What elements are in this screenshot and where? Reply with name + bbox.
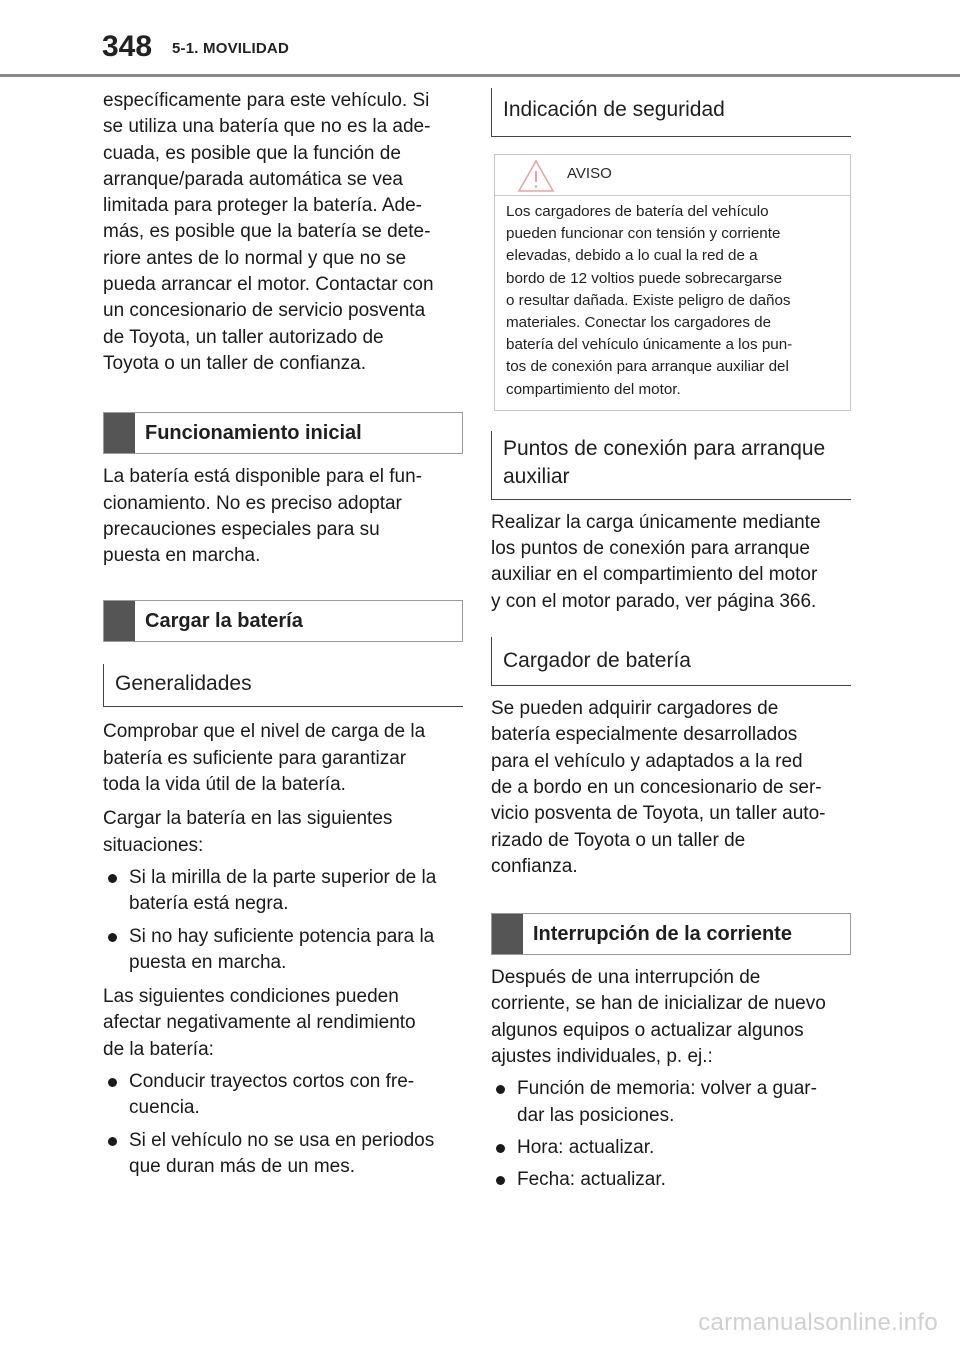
conditions-list <box>103 1069 463 1180</box>
list-item: Si el vehículo no se usa en periodos que duran más de un mes. <box>103 1128 463 1181</box>
text-line: Los cargadores de batería del vehículo <box>506 203 769 220</box>
text-line: riore antes de lo normal y que no se <box>103 247 407 269</box>
text-line: rizado de Toyota o un taller de <box>491 829 746 851</box>
list-item: Hora: actualizar. <box>491 1135 851 1161</box>
text-line: Realizar la carga únicamente mediante <box>491 511 821 533</box>
text-line: batería del vehículo únicamente a los pun- <box>506 336 793 354</box>
text-line: cionamiento. No es preciso adoptar <box>103 492 402 514</box>
right-column <box>491 88 851 1193</box>
text-line: bordo de 12 voltios puede sobrecargarse <box>506 269 783 287</box>
subheading-jump-start-points: Puntos de conexión para arranque auxiliar <box>491 431 851 500</box>
list-item: Función de memoria: volver a guar- dar las posiciones. <box>491 1076 851 1129</box>
text-line: más, es posible que la batería se dete- <box>103 221 431 243</box>
left-column <box>103 88 463 1180</box>
warning-label: AVISO <box>567 165 612 182</box>
interruption-paragraph <box>491 965 851 1070</box>
interruption-list <box>491 1076 851 1193</box>
text-line: algunos equipos o actualizar algunos <box>491 1019 804 1041</box>
text-line: cuada, es posible que la función de <box>103 142 401 164</box>
text-line: de a bordo en un concesionario de ser- <box>491 776 822 798</box>
text-line: elevadas, debido a lo cual la red de a <box>506 247 758 265</box>
text-line: batería es suficiente para garantizar <box>103 747 407 769</box>
text-line: precauciones especiales para su <box>103 518 380 540</box>
charge-level-paragraph <box>103 719 463 798</box>
charge-situations-paragraph <box>103 806 463 859</box>
text-line: específicamente para este vehículo. Si <box>103 90 430 111</box>
text-line: Se pueden adquirir cargadores de <box>491 698 779 720</box>
list-item: Fecha: actualizar. <box>491 1167 851 1193</box>
section-tab <box>492 914 523 954</box>
text-line: Comprobar que el nivel de carga de la <box>103 721 426 743</box>
text-line: pueden funcionar con tensión y corriente <box>506 225 781 243</box>
text-line: Las siguientes condiciones pueden <box>103 986 399 1008</box>
text-line: un concesionario de servicio posventa <box>103 300 426 322</box>
bullet-icon <box>108 874 117 883</box>
section-tab <box>104 601 135 641</box>
section-title: Interrupción de la corriente <box>533 922 792 945</box>
text-line: puesta en marcha. <box>103 545 261 567</box>
text-line: arranque/parada automática se vea <box>103 168 403 190</box>
section-heading-initial-operation <box>103 412 463 454</box>
text-line: confianza. <box>491 855 578 877</box>
page-number: 348 <box>102 30 153 63</box>
header-rule <box>0 74 960 77</box>
bullet-icon <box>108 933 117 942</box>
bullet-icon <box>496 1085 505 1094</box>
charge-situations-list <box>103 865 463 976</box>
bullet-icon <box>496 1176 505 1185</box>
watermark: carmanualsonline.info <box>698 1309 938 1336</box>
text-line: Cargar la batería en las siguientes <box>103 808 393 830</box>
section-heading-charge-battery <box>103 600 463 642</box>
text-line: Toyota o un taller de confianza. <box>103 352 367 374</box>
text-line: pueda arrancar el motor. Contactar con <box>103 274 434 296</box>
warning-text <box>495 196 850 410</box>
text-line: compartimiento del motor. <box>506 380 681 398</box>
warning-box <box>494 154 851 411</box>
list-item: Si la mirilla de la parte superior de la batería está negra. <box>103 865 463 918</box>
initial-operation-paragraph <box>103 464 463 569</box>
text-line: y con el motor parado, ver página 366. <box>491 590 817 612</box>
text-line: de Toyota, un taller autorizado de <box>103 326 384 348</box>
list-item: Si no hay suficiente potencia para la puesta en marcha. <box>103 924 463 977</box>
intro-paragraph <box>103 88 463 377</box>
page-header <box>0 0 960 80</box>
text-line: batería especialmente desarrollados <box>491 724 798 746</box>
bullet-icon <box>496 1144 505 1153</box>
bullet-icon <box>108 1137 117 1146</box>
text-line: ajustes individuales, p. ej.: <box>491 1045 713 1067</box>
section-title: Funcionamiento inicial <box>145 421 362 444</box>
section-heading-power-interruption <box>491 913 851 955</box>
jump-start-paragraph <box>491 510 851 615</box>
text-line: tos de conexión para arranque auxiliar del <box>506 358 789 376</box>
subheading-battery-charger: Cargador de batería <box>491 637 851 686</box>
text-line: afectar negativamente al rendimiento <box>103 1012 416 1034</box>
text-line: limitada para proteger la batería. Ade- <box>103 195 422 217</box>
subheading-general: Generalidades <box>103 664 463 707</box>
conditions-paragraph <box>103 984 463 1063</box>
charger-paragraph <box>491 696 851 880</box>
text-line: situaciones: <box>103 834 204 856</box>
text-line: los puntos de conexión para arranque <box>491 538 811 560</box>
chapter-title: 5-1. MOVILIDAD <box>172 40 289 57</box>
text-line: auxiliar en el compartimiento del motor <box>491 564 818 586</box>
bullet-icon <box>108 1078 117 1087</box>
list-item: Conducir trayectos cortos con fre- cuencia. <box>103 1069 463 1122</box>
text-line: toda la vida útil de la batería. <box>103 774 346 796</box>
text-line: Después de una interrupción de <box>491 967 761 989</box>
section-title: Cargar la batería <box>145 609 303 632</box>
text-line: La batería está disponible para el fun- <box>103 466 422 488</box>
warning-header <box>495 155 850 196</box>
subheading-safety: Indicación de seguridad <box>491 88 851 137</box>
text-line: o resultar dañada. Existe peligro de daños <box>506 291 791 309</box>
warning-triangle-icon <box>517 159 555 198</box>
section-tab <box>104 413 135 453</box>
text-line: vicio posventa de Toyota, un taller auto- <box>491 803 826 825</box>
text-line: para el vehículo y adaptados a la red <box>491 750 803 772</box>
text-line: materiales. Conectar los cargadores de <box>506 314 772 332</box>
text-line: corriente, se han de inicializar de nuevo <box>491 993 826 1015</box>
text-line: se utiliza una batería que no es la ade- <box>103 116 431 138</box>
text-line: de la batería: <box>103 1038 214 1060</box>
